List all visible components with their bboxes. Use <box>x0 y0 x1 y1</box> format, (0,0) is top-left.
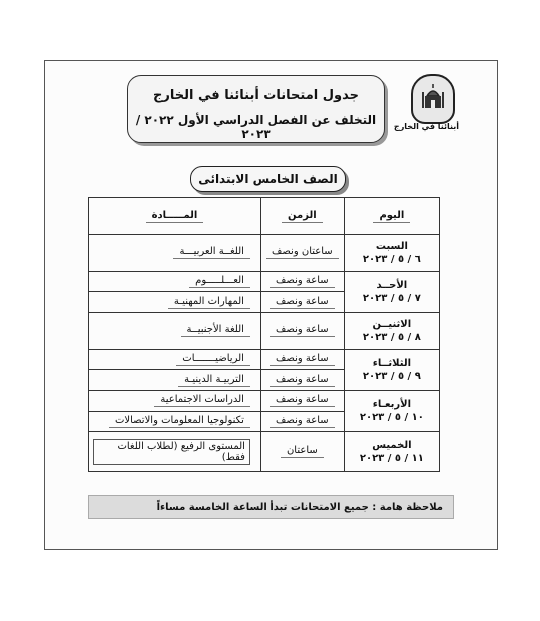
day-cell <box>344 312 439 349</box>
table-row <box>89 312 440 349</box>
time-cell: ساعة ونصف <box>260 390 344 411</box>
table-row <box>89 349 440 370</box>
day-date: ١٠ / ٥ / ٢٠٢٣ <box>359 412 424 424</box>
logo-caption: أبنائنا في الخارج <box>393 122 459 131</box>
subject-cell: اللغة الأجنبيــة <box>89 312 261 349</box>
important-note: ملاحظة هامة : جميع الامتحانات تبدأ الساعة الخامسة مساءاً <box>88 495 454 519</box>
mosque-emblem-icon <box>411 74 455 124</box>
subject-cell: المستوى الرفيع (لطلاب اللغات فقط) <box>89 432 261 472</box>
page-title: جدول امتحانات أبنائنا في الخارج <box>153 88 359 103</box>
subject-cell: الدراسات الاجتماعية <box>89 390 261 411</box>
subject-cell: التربيـة الدينيـة <box>89 370 261 391</box>
header-day: اليوم <box>344 198 439 235</box>
time-cell: ساعة ونصف <box>260 411 344 432</box>
header-time: الزمن <box>260 198 344 235</box>
time-cell: ساعتان <box>260 432 344 472</box>
time-cell: ساعة ونصف <box>260 349 344 370</box>
subject-cell: الرياضيـــــــات <box>89 349 261 370</box>
subject-cell: العـــلـــــوم <box>89 271 261 292</box>
day-name: الثلاثــاء <box>372 357 412 369</box>
day-cell <box>344 235 439 272</box>
time-cell: ساعة ونصف <box>260 370 344 391</box>
header-subject: المـــــادة <box>89 198 261 235</box>
table-row <box>89 271 440 292</box>
table-row <box>89 432 440 472</box>
table-header-row <box>89 198 440 235</box>
exam-schedule-table <box>88 197 440 472</box>
day-name: الأربعـاء <box>372 399 412 411</box>
day-name: الاثنيــن <box>372 318 412 330</box>
day-date: ٦ / ٥ / ٢٠٢٣ <box>362 253 421 265</box>
day-date: ٧ / ٥ / ٢٠٢٣ <box>362 292 421 304</box>
day-date: ٨ / ٥ / ٢٠٢٣ <box>362 331 421 343</box>
day-name: السبت <box>375 240 408 252</box>
day-date: ٩ / ٥ / ٢٠٢٣ <box>362 370 421 382</box>
subject-cell: المهارات المهنيـة <box>89 292 261 313</box>
day-name: الأحــد <box>376 279 408 291</box>
day-cell <box>344 271 439 312</box>
table-row <box>89 235 440 272</box>
page-subtitle: التخلف عن الفصل الدراسي الأول ٢٠٢٢ / ٢٠٢٣ <box>135 113 377 141</box>
subject-cell: تكنولوجيا المعلومات والاتصالات <box>89 411 261 432</box>
table-row <box>89 390 440 411</box>
day-name: الخميس <box>372 439 412 451</box>
logo <box>393 74 459 138</box>
day-date: ١١ / ٥ / ٢٠٢٣ <box>359 452 424 464</box>
subject-cell: اللغــة العربيـــة <box>89 235 261 272</box>
header-box <box>127 75 385 143</box>
time-cell: ساعة ونصف <box>260 271 344 292</box>
day-cell <box>344 390 439 431</box>
time-cell: ساعتان ونصف <box>260 235 344 272</box>
day-cell <box>344 432 439 472</box>
grade-label: الصف الخامس الابتدائى <box>190 166 346 192</box>
time-cell: ساعة ونصف <box>260 292 344 313</box>
day-cell <box>344 349 439 390</box>
time-cell: ساعة ونصف <box>260 312 344 349</box>
